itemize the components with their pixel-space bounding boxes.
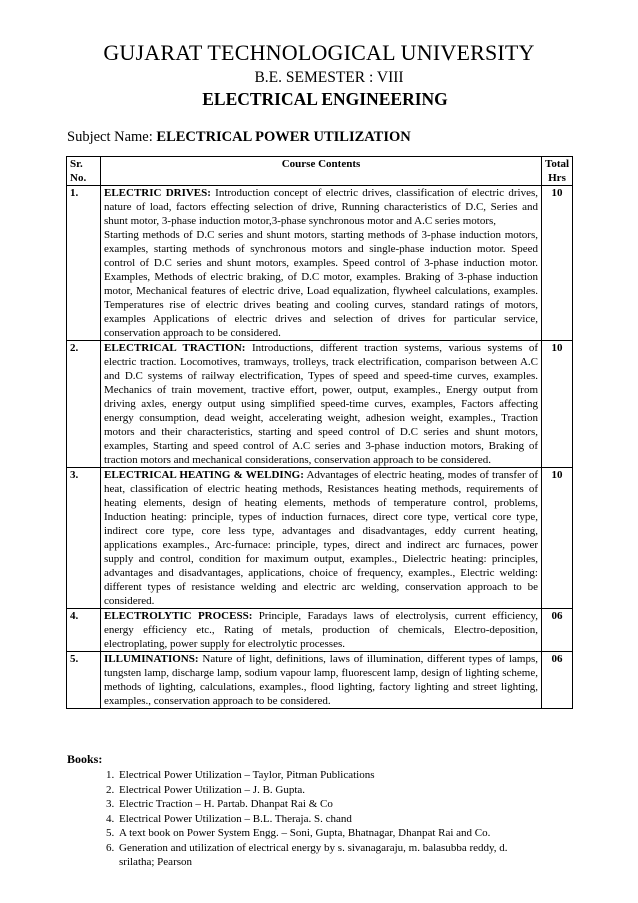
topic-title: ILLUMINATIONS: xyxy=(104,653,199,665)
table-row xyxy=(67,609,573,652)
topic-text: Introduction concept of electric drives, classification of electric drives, nature of load, factors effecting selection of drive, Running characteristics of D.C, Series and shunt motor, 3-phase induction motor,3-phase synchronous motor and A.C series motors, xyxy=(104,187,538,227)
table-row xyxy=(67,186,573,341)
row-content xyxy=(101,609,542,652)
table-header-row xyxy=(67,157,573,186)
header-total-hrs: Total Hrs xyxy=(542,157,573,186)
list-item: 2. Electrical Power Utilization – J. B. Gupta. xyxy=(117,783,537,798)
subject-line xyxy=(67,129,411,146)
row-hours: 06 xyxy=(542,609,573,652)
row-number: 3. xyxy=(67,468,101,609)
row-number: 4. xyxy=(67,609,101,652)
row-content xyxy=(101,341,542,468)
course-contents-table xyxy=(66,156,573,709)
books-heading: Books: xyxy=(67,752,103,766)
row-number: 5. xyxy=(67,652,101,709)
row-number: 1. xyxy=(67,186,101,341)
header-course-contents: Course Contents xyxy=(101,157,542,186)
header-sr-no: Sr. No. xyxy=(67,157,101,186)
list-item: 4. Electrical Power Utilization – B.L. Theraja. S. chand xyxy=(117,812,537,827)
table-row xyxy=(67,341,573,468)
topic-text: Nature of light, definitions, laws of illumination, different types of lamps, tungsten lamp, discharge lamp, sodium vapour lamp, fluorescent lamp, design of lighting scheme, methods of lighting, calculations, examples., flood lighting, factory lighting and street lighting, examples., conservation approach to be considered. xyxy=(104,653,538,707)
table-row xyxy=(67,652,573,709)
row-hours: 10 xyxy=(542,341,573,468)
topic-text: Introductions, different traction systems, various systems of electric traction. Locomotives, tramways, trolleys, track electrification, comparison between A.C and D.C systems of railway electrification, Types of speed and speed-time curves, examples. Mechanics of train movement, tractive effort, power, output, examples., Energy output from driving axles, energy output using simplified speed-time curves, examples, Factors affecting energy consumption, dead weight, accelerating weight, adhesion weight, examples., Traction motors and their characteristics, starting and speed control of D.C series and shunt motors, examples, Starting and speed control of A.C series and 3-phase induction motors, Braking of traction motors and mechanical considerations, conservation approach to be considered. xyxy=(104,342,539,466)
row-hours: 10 xyxy=(542,468,573,609)
list-item: 6. Generation and utilization of electrical energy by s. sivanagaraju, m. balasubba reddy, d. srilatha; Pearson xyxy=(117,841,537,870)
list-item: 1. Electrical Power Utilization – Taylor, Pitman Publications xyxy=(117,768,537,783)
subject-label: Subject Name: xyxy=(67,129,157,145)
row-hours: 06 xyxy=(542,652,573,709)
topic-title: ELECTRICAL TRACTION: xyxy=(104,342,246,354)
list-item: 5. A text book on Power System Engg. – Soni, Gupta, Bhatnagar, Dhanpat Rai and Co. xyxy=(117,826,537,841)
semester-heading: B.E. SEMESTER : VIII xyxy=(254,69,404,86)
university-title: GUJARAT TECHNOLOGICAL UNIVERSITY xyxy=(103,40,535,65)
table-row xyxy=(67,468,573,609)
topic-title: ELECTRIC DRIVES: xyxy=(104,187,211,199)
list-item: 3. Electric Traction – H. Partab. Dhanpat Rai & Co xyxy=(117,797,537,812)
branch-heading: ELECTRICAL ENGINEERING xyxy=(202,89,448,109)
books-list xyxy=(87,768,537,870)
topic-title: ELECTROLYTIC PROCESS: xyxy=(104,610,253,622)
topic-title: ELECTRICAL HEATING & WELDING: xyxy=(104,469,304,481)
row-content xyxy=(101,468,542,609)
topic-text: Advantages of electric heating, modes of transfer of heat, classification of electric heating methods, Resistances heating methods, requirements of heating elements, design of heating elements, methods of temperature control, problems, Induction heating: principle, types of induction furnaces, direct core type, vertical core type, indirect core type, core less type, advantages and disadvantages, eddy current heating, applications examples., Arc-furnace: principle, types, direct and indirect arc furnaces, power supply and control, condition for maximum output, examples., Dielectric heating: principles, advantages and disadvantages, applications, choice of frequency, examples., Electric welding: different types of resistance welding and electric arc welding, conservation approach to be considered. xyxy=(104,469,538,607)
row-content xyxy=(101,186,542,341)
topic-text: Principle, Faradays laws of electrolysis, current efficiency, energy efficiency etc., Rating of metals, production of chemicals, Electro-deposition, electroplating, power supply for electrolytic processes. xyxy=(104,610,538,650)
row-number: 2. xyxy=(67,341,101,468)
subject-name: ELECTRICAL POWER UTILIZATION xyxy=(156,129,411,145)
row-content xyxy=(101,652,542,709)
topic-text-continued: Starting methods of D.C series and shunt motors, starting methods of 3-phase induction motors, examples, starting methods of synchronous motors and single-phase induction motor. Speed control of D.C series and shunt motors, examples. Speed control of 3-phase induction motor. Examples, Methods of electric braking, of D.C motor, examples. Braking of 3-phase induction motor, Mechanical features of electric drive, Load equalization, flywheel calculations, examples. Temperatures rise of electric drives beating and cooling curves, standard ratings of motors, examples Applications of electric drives and selection of drives for particular service, conservation approach to be considered. xyxy=(104,229,538,339)
row-hours: 10 xyxy=(542,186,573,341)
